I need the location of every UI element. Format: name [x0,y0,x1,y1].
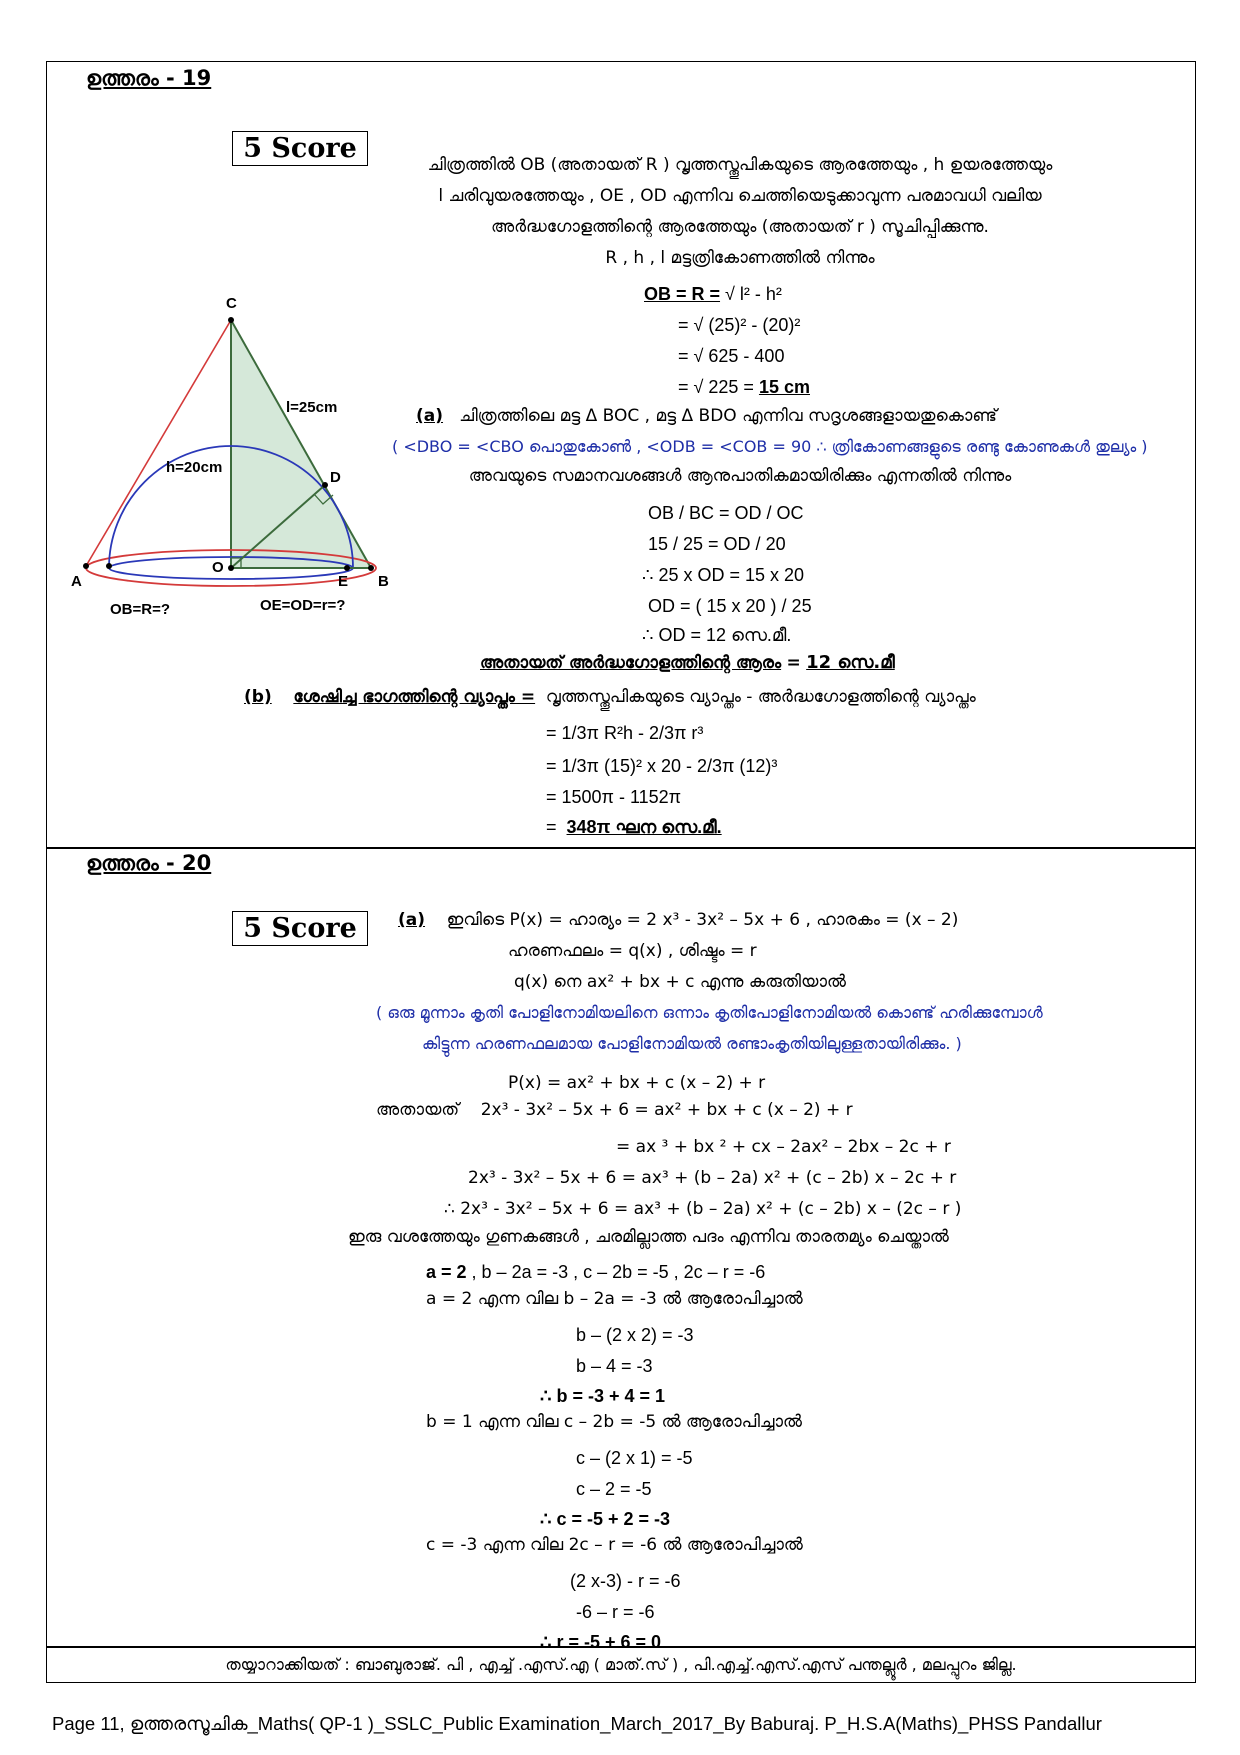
q20-sub-3: c = -3 എന്ന വില 2c – r = -6 ൽ ആരോപിച്ചാൽ [426,1535,803,1555]
q20-line-1 [398,910,958,930]
q19-a-text: ചിത്രത്തിലെ മട്ട Δ BOC , മട്ട Δ BDO എന്നിവ സദൃശങ്ങളായതുകൊണ്ട് [459,406,997,426]
q20-sub-1-step-2: b – 4 = -3 [576,1356,653,1376]
q20-eq-3: = ax ³ + bx ² + cx – 2ax² – 2bx – 2c + r [616,1137,951,1157]
ob-step-3-text: = √ 225 = [678,377,754,397]
q19-ob-step-1: = √ (25)² - (20)² [678,315,801,335]
point-a [83,563,89,569]
label-c: C [226,295,237,312]
q20-sub-3-step-2: -6 – r = -6 [576,1602,655,1622]
q20-sub-3-result: ∴ r = -5 + 6 = 0 [540,1632,662,1652]
label-height: h=20cm [166,459,223,476]
q19-a-note: ( <DBO = <CBO പൊതുകോൺ , <ODB = <COB = 90 ∴ ത്രികോണങ്ങളുടെ രണ്ടു കോണുകൾ തുല്യം ) [392,437,1148,456]
q19-intro-4: R , h , l മട്ടത്രികോണത്തിൽ നിന്നും [605,248,875,268]
q19-a-text2: അവയുടെ സമാനവശങ്ങൾ ആനുപാതികമായിരിക്കും എന്നതിൽ നിന്നും [468,466,1012,486]
q20-sub-1-step-1: b – (2 x 2) = -3 [576,1325,694,1345]
q20-note-2: കിട്ടുന്ന ഹരണഫലമായ പോളിനോമിയൽ രണ്ടാംകൃതിയിലുള്ളതായിരിക്കും. ) [422,1034,962,1053]
q19-part-b [244,687,976,707]
q19-conclusion-value: 12 സെ.മീ [806,652,895,673]
q20-note-1: ( ഒരു മൂന്നാം കൃതി പോളിനോമിയലിനെ ഒന്നാം കൃതിപോളിനോമിയൽ കൊണ്ട് ഹരിക്കുമ്പോൾ [376,1003,1043,1022]
q19-a-step-3: ∴ 25 x OD = 15 x 20 [642,565,805,585]
q19-b-step-4-eq: = [546,817,557,837]
q19-b-text2: വൃത്തസ്തൂപികയുടെ വ്യാപ്തം - അർദ്ധഗോളത്തിന്റെ വ്യാപ്തം [545,687,976,707]
q20-sub-3-step-1: (2 x-3) - r = -6 [570,1571,681,1591]
q20-eq-5: ∴ 2x³ - 3x² – 5x + 6 = ax³ + (b – 2a) x² + (c – 2b) x – (2c – r ) [444,1199,962,1219]
q20-line-3: q(x) നെ ax² + bx + c എന്നു കരുതിയാൽ [514,972,846,992]
ob-rhs: √ l² - h² [725,284,782,304]
q20-coeffs-bold: a = 2 [426,1262,467,1282]
q20-a-label: (a) [398,910,426,930]
q20-eq-2 [376,1100,853,1120]
q19-score-badge: 5 Score [232,131,368,166]
q19-b-step-1: = 1/3π R²h - 2/3π r³ [546,723,704,743]
q20-line-2: ഹരണഫലം = q(x) , ശിഷ്ടം = r [508,941,757,961]
q19-intro-2: l ചരിവുയരത്തേയും , OE , OD എന്നിവ ചെത്തിയെടുക്കാവുന്ന പരമാവധി വലിയ [438,186,1042,206]
q19-intro-3: അർദ്ധഗോളത്തിന്റെ ആരത്തേയും (അതായത് r ) സൂചിപ്പിക്കുന്നു. [491,217,989,237]
q19-b-step-4 [546,817,722,838]
q20-line-1-text: ഇവിടെ P(x) = ഹാര്യം = 2 x³ - 3x² – 5x + 6 , ഹാരകം = (x – 2) [446,910,959,930]
page-footer: Page 11, ഉത്തരസൂചിക_Maths( QP-1 )_SSLC_Public Examination_March_2017_By Baburaj. P_H.S.A(Maths)_PHSS Pandallur [52,1713,1102,1734]
credit-line: തയ്യാറാക്കിയത് : ബാബുരാജ്. പി , എച്ച് .എസ്.എ ( മാത്.സ് ) , പി.എച്ച്.എസ്.എസ് പന്തല്ലൂർ , മലപ്പുറം ജില്ല. [225,1655,1017,1674]
q20-sub-1-result: ∴ b = -3 + 4 = 1 [540,1386,666,1406]
q19-b-step-3: = 1500π - 1152π [546,787,682,807]
q20-header: ഉത്തരം - 20 [86,851,212,875]
q19-a-step-2: 15 / 25 = OD / 20 [648,534,786,554]
q19-a-step-5: ∴ OD = 12 സെ.മീ. [642,625,792,645]
label-slant: l=25cm [286,399,338,416]
q20-eq-1: P(x) = ax² + bx + c (x – 2) + r [508,1073,766,1093]
ob-result: 15 cm [758,377,810,397]
q19-b-result: 348π ഘന സെ.മീ. [566,817,722,837]
q19-a-step-1: OB / BC = OD / OC [648,503,804,523]
q20-coeffs [426,1262,765,1283]
q19-header: ഉത്തരം - 19 [86,66,212,90]
point-o [228,565,234,571]
q20-compare: ഇരു വശത്തേയും ഗുണകങ്ങൾ , ചരമില്ലാത്ത പദം എന്നിവ താരതമ്യം ചെയ്താൽ [348,1227,949,1247]
q20-sub-2-result: ∴ c = -5 + 2 = -3 [540,1509,671,1529]
q20-coeffs-rest: , b – 2a = -3 , c – 2b = -5 , 2c – r = -6 [466,1262,766,1282]
point-b [368,565,374,571]
label-bottom-left: OB=R=? [110,601,171,618]
q20-eq-2-text: 2x³ - 3x² – 5x + 6 = ax² + bx + c (x – 2) + r [480,1100,853,1120]
label-d: D [330,469,341,486]
q19-part-a [416,406,997,426]
q19-b-text: ശേഷിച്ച ഭാഗത്തിന്റെ വ്യാപ്തം = [293,687,536,707]
q19-b-label: (b) [244,687,272,707]
point-e [344,565,350,571]
q20-sub-2-step-2: c – 2 = -5 [576,1479,652,1499]
label-b: B [378,573,389,590]
q19-a-step-4: OD = ( 15 x 20 ) / 25 [648,596,812,616]
label-o: O [212,559,224,576]
q20-sub-2-step-1: c – (2 x 1) = -5 [576,1448,693,1468]
q19-a-label: (a) [416,406,444,426]
q19-ob-formula [644,284,782,305]
q19-ob-step-3 [678,377,810,398]
label-e: E [338,573,349,590]
q20-sub-1: a = 2 എന്ന വില b – 2a = -3 ൽ ആരോപിച്ചാൽ [426,1289,803,1309]
q20-score-badge: 5 Score [232,911,368,946]
point-d [322,482,328,488]
q20-sub-2: b = 1 എന്ന വില c – 2b = -5 ൽ ആരോപിച്ചാൽ [426,1412,802,1432]
cone-hemisphere-figure [66,290,389,620]
label-a: A [71,573,82,590]
q19-b-step-2: = 1/3π (15)² x 20 - 2/3π (12)³ [546,756,778,776]
ob-label: OB = R = [644,284,721,304]
q19-intro-1: ചിത്രത്തിൽ OB (അതായത് R ) വൃത്തസ്തൂപികയുടെ ആരത്തേയും , h ഉയരത്തേയും [427,155,1053,175]
q20-eq-4: 2x³ - 3x² – 5x + 6 = ax³ + (b – 2a) x² + (c – 2b) x – 2c + r [468,1168,957,1188]
q19-ob-step-2: = √ 625 - 400 [678,346,785,366]
q19-conclusion-text: അതായത് അർദ്ധഗോളത്തിന്റെ ആരം [480,653,782,673]
point-base-left [106,563,112,569]
q19-a-conclusion [480,652,895,673]
q19-conclusion-eq: = [786,653,801,673]
q20-eq-2-prefix: അതായത് [376,1100,460,1120]
point-c [228,317,234,323]
label-bottom-right: OE=OD=r=? [260,597,346,614]
left-cone-edge [86,320,231,566]
